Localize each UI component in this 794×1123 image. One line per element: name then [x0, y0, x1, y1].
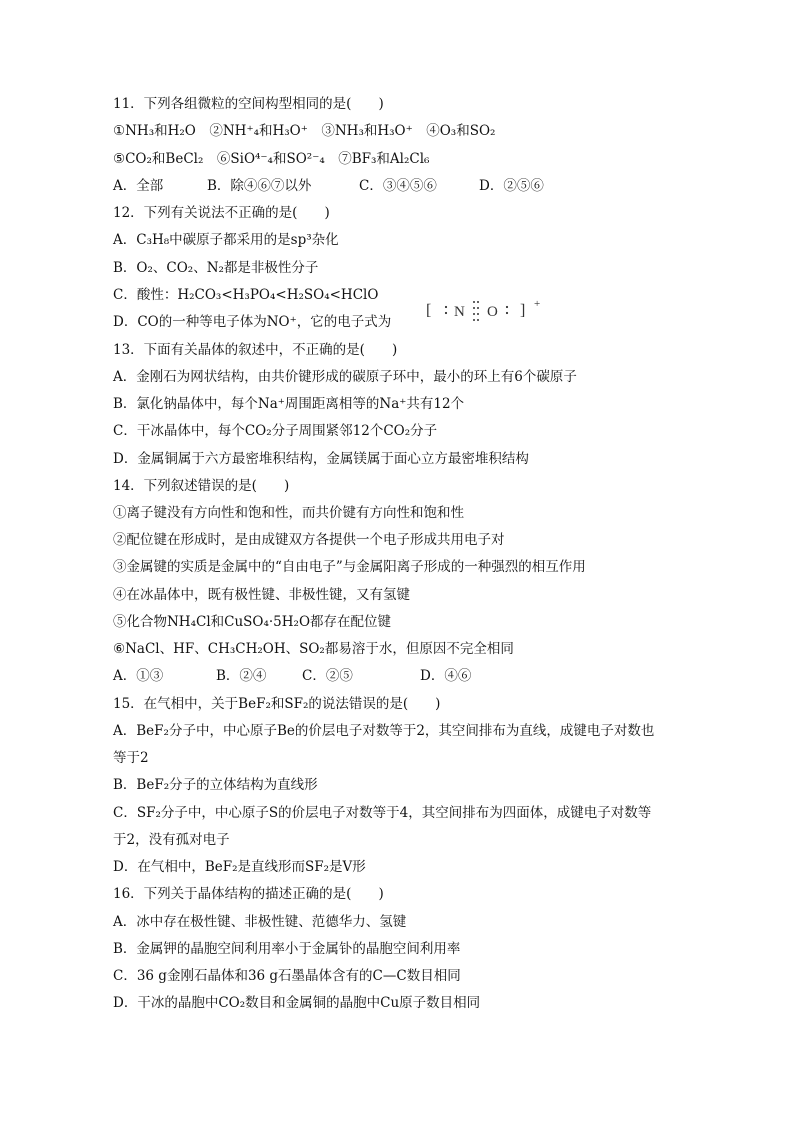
no-plus-electron-formula	[424, 296, 550, 324]
q16-option-c: C．36 g金刚石晶体和36 g石墨晶体含有的C—C数目相同	[113, 968, 461, 984]
q14-option-d: D．④⑥	[420, 668, 472, 684]
q12-stem: 12．下列有关说法不正确的是( )	[113, 205, 330, 221]
q14-statement-3: ③金属键的实质是金属中的“自由电子”与金属阳离子形成的一种强烈的相互作用	[113, 559, 586, 575]
formula-n: N	[454, 304, 465, 320]
formula-charge: +	[534, 298, 541, 310]
q15-option-d: D．在气相中，BeF₂是直线形而SF₂是V形	[113, 859, 366, 875]
q14-statement-6: ⑥NaCl、HF、CH₃CH₂OH、SO₂都易溶于水，但原因不完全相同	[113, 641, 514, 657]
q14-statement-1: ①离子键没有方向性和饱和性，而共价键有方向性和饱和性	[113, 505, 464, 521]
q14-options	[113, 667, 693, 685]
q14-option-a: A．①③	[113, 668, 164, 684]
q14-statement-5: ⑤化合物NH₄Cl和CuSO₄·5H₂O都存在配位键	[113, 614, 392, 630]
q14-statement-2: ②配位键在形成时，是由成键双方各提供一个电子形成共用电子对	[113, 532, 505, 548]
q11-option-c: C．③④⑤⑥	[359, 178, 437, 194]
q12-option-d: D．CO的一种等电子体为NO⁺，它的电子式为	[113, 314, 392, 330]
q14-statement-4: ④在冰晶体中，既有极性键、非极性键，又有氢键	[113, 587, 410, 603]
q12-option-c: C．酸性：H₂CO₃<H₃PO₄<H₂SO₄<HClO	[113, 287, 379, 303]
formula-right-bracket: ]	[520, 302, 526, 319]
q16-stem: 16．下列关于晶体结构的描述正确的是( )	[113, 886, 384, 902]
q11-pairs-line2: ⑤CO₂和BeCl₂ ⑥SiO⁴⁻₄和SO²⁻₄ ⑦BF₃和Al₂Cl₆	[113, 151, 430, 167]
q12-option-b: B．O₂、CO₂、N₂都是非极性分子	[113, 260, 319, 276]
formula-o: O	[487, 304, 498, 320]
q11-option-d: D．②⑤⑥	[479, 178, 544, 194]
q11-stem: 11．下列各组微粒的空间构型相同的是( )	[113, 96, 384, 112]
q16-option-b: B．金属钾的晶胞空间利用率小于金属钋的晶胞空间利用率	[113, 941, 461, 957]
q12-option-a: A．C₃H₈中碳原子都采用的是sp³杂化	[113, 232, 339, 248]
q14-stem: 14．下列叙述错误的是( )	[113, 478, 290, 494]
q13-option-c: C．干冰晶体中，每个CO₂分子周围紧邻12个CO₂分子	[113, 423, 438, 439]
q15-stem: 15．在气相中，关于BeF₂和SF₂的说法错误的是( )	[113, 696, 441, 712]
q15-option-c-line2: 于2，没有孤对电子	[113, 832, 230, 848]
q13-option-b: B．氯化钠晶体中，每个Na⁺周围距离相等的Na⁺共有12个	[113, 396, 465, 412]
q11-option-a: A．全部	[113, 178, 164, 194]
q13-option-d: D．金属铜属于六方最密堆积结构，金属镁属于面心立方最密堆积结构	[113, 451, 529, 467]
q14-option-b: B．②④	[216, 668, 267, 684]
q11-option-b: B．除④⑥⑦以外	[207, 178, 312, 194]
formula-left-bracket: [	[426, 302, 432, 319]
q13-stem: 13．下面有关晶体的叙述中，不正确的是( )	[113, 342, 398, 358]
q11-options	[113, 177, 693, 195]
q13-option-a: A．金刚石为网状结构，由共价键形成的碳原子环中，最小的环上有6个碳原子	[113, 369, 577, 385]
q15-option-c-line1: C．SF₂分子中，中心原子S的价层电子对数等于4，其空间排布为四面体，成键电子对数等	[113, 805, 652, 821]
q16-option-a: A．冰中存在极性键、非极性键、范德华力、氢键	[113, 914, 407, 930]
q15-option-a-line1: A．BeF₂分子中，中心原子Be的价层电子对数等于2，其空间排布为直线，成键电子对数也	[113, 723, 655, 739]
q16-option-d: D．干冰的晶胞中CO₂数目和金属铜的晶胞中Cu原子数目相同	[113, 995, 481, 1011]
q15-option-b: B．BeF₂分子的立体结构为直线形	[113, 777, 318, 793]
q14-option-c: C．②⑤	[302, 668, 353, 684]
q15-option-a-line2: 等于2	[113, 750, 149, 766]
q11-pairs-line1: ①NH₃和H₂O ②NH⁺₄和H₃O⁺ ③NH₃和H₃O⁺ ④O₃和SO₂	[113, 123, 496, 139]
